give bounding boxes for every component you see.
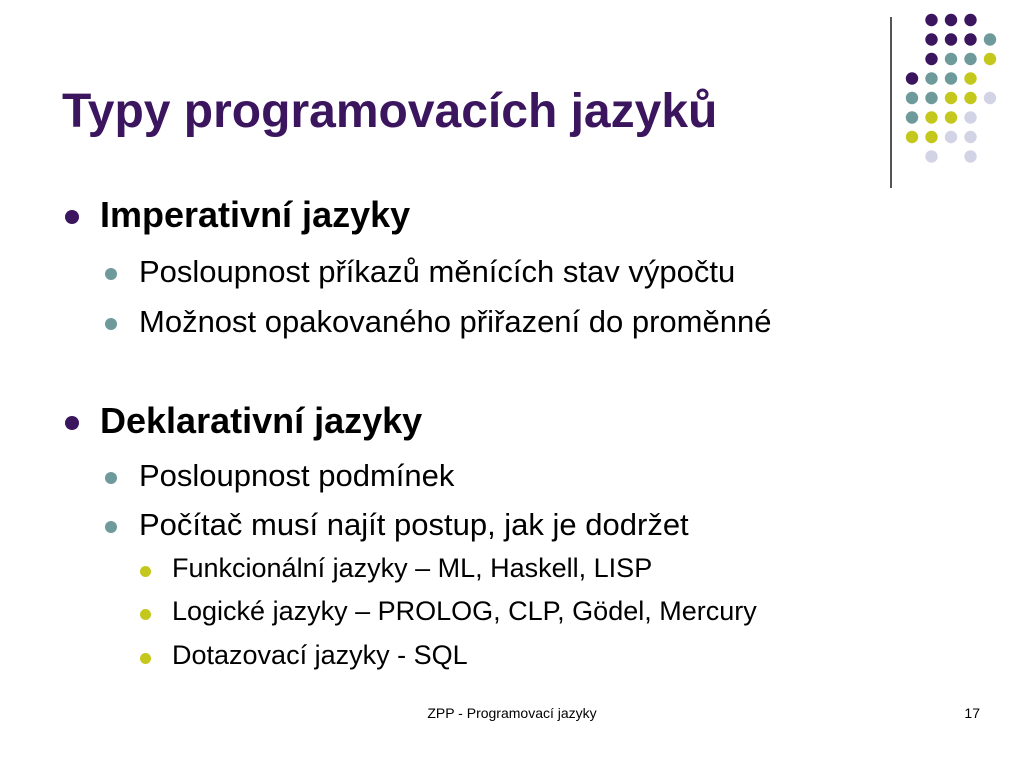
yellow-dot [945,111,957,123]
yellow-dot [964,72,976,84]
bullet-text: Možnost opakovaného přiřazení do proměnné [139,304,772,339]
teal-dot [945,53,957,65]
yellow-dot [906,131,918,143]
bullet-icon [105,268,117,280]
dot-grid-graphic [904,12,1000,168]
purple-dot [925,53,937,65]
yellow-dot [925,111,937,123]
purple-dot [925,14,937,26]
purple-dot [906,72,918,84]
bullet-text: Imperativní jazyky [100,194,411,235]
yellow-dot [964,92,976,104]
footer-title: ZPP - Programovací jazyky [427,705,597,721]
lavender-dot [964,131,976,143]
bullet-text: Posloupnost příkazů měnících stav výpočtu [139,254,736,289]
bullet-text: Deklarativní jazyky [100,400,423,441]
purple-dot [945,33,957,45]
bullet-icon [105,318,117,330]
bullet-icon [65,416,79,430]
lavender-dot [945,131,957,143]
title-divider-line [890,17,892,188]
bullet-icon [140,653,151,664]
lavender-dot [984,92,996,104]
lavender-dot [925,150,937,162]
lavender-dot [964,111,976,123]
teal-dot [906,111,918,123]
bullet-icon [140,566,151,577]
teal-dot [964,53,976,65]
teal-dot [984,33,996,45]
bullet-icon [140,609,151,620]
purple-dot [925,33,937,45]
bullet-icon [65,210,79,224]
teal-dot [925,72,937,84]
yellow-dot [925,131,937,143]
bullet-icon [105,521,117,533]
bullet-text: Dotazovací jazyky - SQL [172,640,468,670]
teal-dot [906,92,918,104]
bullet-text: Posloupnost podmínek [139,458,455,493]
page-number: 17 [964,705,980,721]
decorative-dot-grid [904,12,1000,168]
purple-dot [964,14,976,26]
bullet-icon [105,472,117,484]
yellow-dot [984,53,996,65]
purple-dot [964,33,976,45]
teal-dot [945,72,957,84]
slide-title: Typy programovacích jazyků [62,85,718,138]
purple-dot [945,14,957,26]
teal-dot [925,92,937,104]
lavender-dot [964,150,976,162]
bullet-text: Funkcionální jazyky – ML, Haskell, LISP [172,553,653,583]
bullet-text: Logické jazyky – PROLOG, CLP, Gödel, Mercury [172,596,757,626]
yellow-dot [945,92,957,104]
bullet-text: Počítač musí najít postup, jak je dodržet [139,507,689,542]
